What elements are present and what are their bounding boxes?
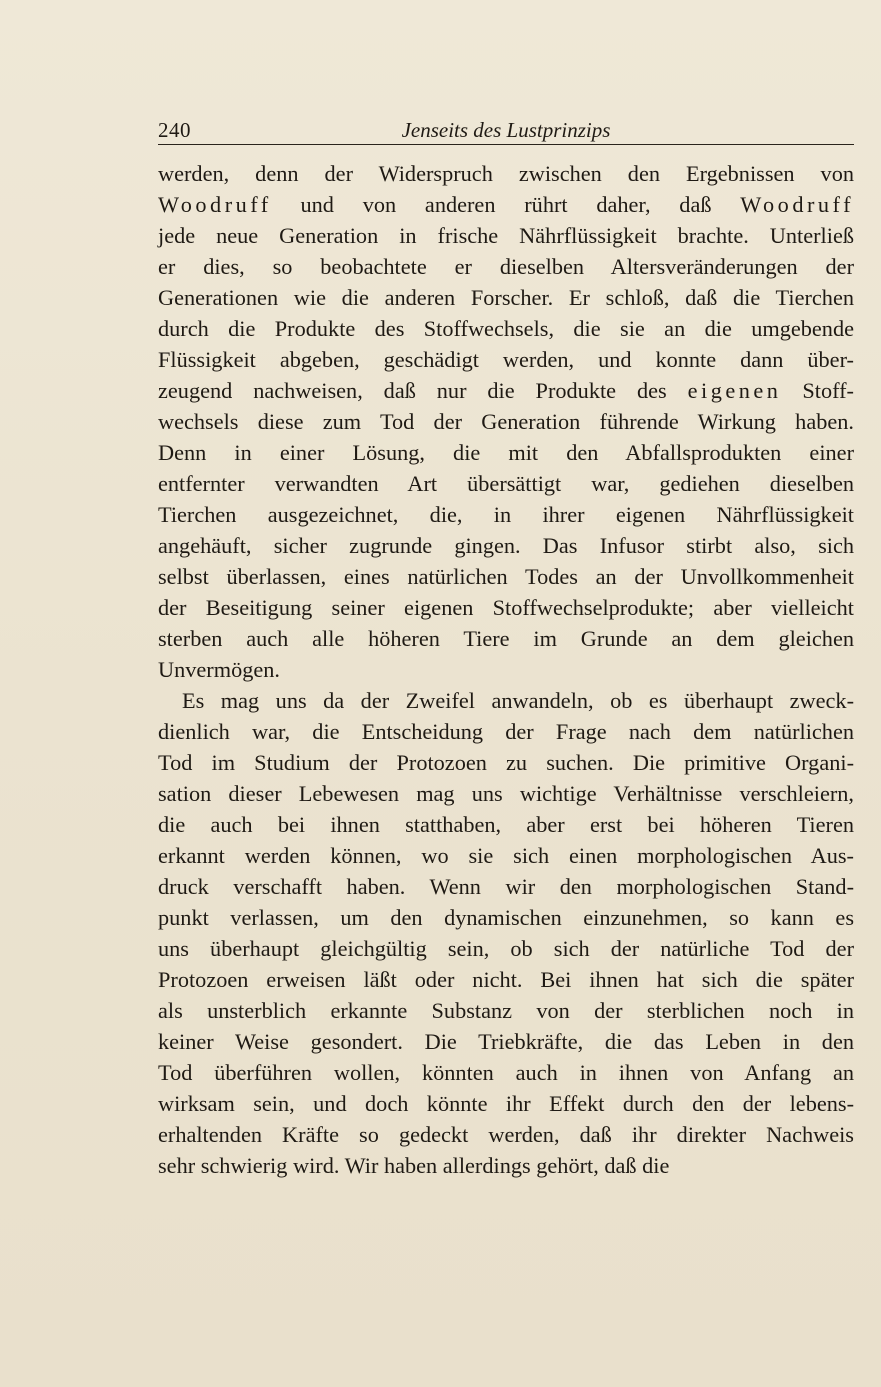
text-line [158, 1026, 854, 1057]
text-segment: angehäuft, sicher zugrunde gingen. Das Infusor stirbt also, sich [158, 533, 854, 558]
text-line [158, 623, 854, 654]
text-segment: keiner Weise gesondert. Die Triebkräfte, die das Leben in den [158, 1029, 854, 1054]
text-segment: erkannt werden können, wo sie sich einen morphologischen Aus- [158, 843, 854, 868]
running-title: Jenseits des Lustprinzips [401, 118, 611, 142]
text-segment: jede neue Generation in frische Nährflüssigkeit brachte. Unterließ [158, 223, 854, 248]
text-segment: punkt verlassen, um den dynamischen einzunehmen, so kann es [158, 905, 854, 930]
text-line [158, 468, 854, 499]
text-line [158, 933, 854, 964]
text-segment: Unvermögen. [158, 657, 280, 682]
text-line [158, 375, 854, 406]
text-segment: erhaltenden Kräfte so gedeckt werden, daß ihr direkter Nachweis [158, 1122, 854, 1147]
text-line [158, 995, 854, 1026]
page-number: 240 [158, 118, 191, 142]
text-line [158, 747, 854, 778]
text-line [158, 1057, 854, 1088]
text-segment: Tod im Studium der Protozoen zu suchen. Die primitive Organi- [158, 750, 854, 775]
running-head [158, 114, 854, 145]
text-line [158, 406, 854, 437]
text-line [158, 809, 854, 840]
text-line [158, 871, 854, 902]
text-line [158, 685, 854, 716]
text-line [158, 561, 854, 592]
text-segment: sehr schwierig wird. Wir haben allerdings gehört, daß die [158, 1153, 670, 1178]
text-line [158, 1150, 854, 1181]
text-line [158, 437, 854, 468]
text-segment: sterben auch alle höheren Tiere im Grunde an dem gleichen [158, 626, 854, 651]
body-text [158, 158, 854, 1181]
text-line [158, 158, 854, 189]
spaced-emphasis: Woodruff [158, 192, 272, 217]
text-segment: durch die Produkte des Stoffwechsels, die sie an die umgebende [158, 316, 854, 341]
text-segment: Tod überführen wollen, könnten auch in ihnen von Anfang an [158, 1060, 854, 1085]
text-line [158, 964, 854, 995]
text-line [158, 1088, 854, 1119]
text-line [158, 251, 854, 282]
text-segment: zeugend nachweisen, daß nur die Produkte des [158, 378, 688, 403]
text-line [158, 716, 854, 747]
text-segment: entfernter verwandten Art übersättigt war, gediehen dieselben [158, 471, 854, 496]
text-segment: Stoff- [781, 378, 854, 403]
text-segment: uns überhaupt gleichgültig sein, ob sich der natürliche Tod der [158, 936, 854, 961]
spaced-emphasis: Woodruff [740, 192, 854, 217]
text-segment: er dies, so beobachtete er dieselben Altersveränderungen der [158, 254, 854, 279]
text-segment: wechsels diese zum Tod der Generation führende Wirkung haben. [158, 409, 854, 434]
text-segment: druck verschafft haben. Wenn wir den morphologischen Stand- [158, 874, 854, 899]
text-segment: Denn in einer Lösung, die mit den Abfallsprodukten einer [158, 440, 854, 465]
text-segment: Tierchen ausgezeichnet, die, in ihrer eigenen Nährflüssigkeit [158, 502, 854, 527]
text-line [158, 189, 854, 220]
text-segment: wirksam sein, und doch könnte ihr Effekt durch den der lebens- [158, 1091, 854, 1116]
text-line [158, 1119, 854, 1150]
text-line [158, 592, 854, 623]
text-line [158, 840, 854, 871]
text-segment: Es mag uns da der Zweifel anwandeln, ob es überhaupt zweck- [182, 688, 854, 713]
text-line [158, 902, 854, 933]
text-line [158, 220, 854, 251]
text-line [158, 530, 854, 561]
text-line [158, 654, 854, 685]
text-segment: werden, denn der Widerspruch zwischen den Ergebnissen von [158, 161, 854, 186]
text-line [158, 313, 854, 344]
text-line [158, 499, 854, 530]
text-segment: als unsterblich erkannte Substanz von der sterblichen noch in [158, 998, 854, 1023]
text-segment: Generationen wie die anderen Forscher. Er schloß, daß die Tierchen [158, 285, 854, 310]
text-line [158, 778, 854, 809]
text-line [158, 282, 854, 313]
text-segment: selbst überlassen, eines natürlichen Todes an der Unvollkommenheit [158, 564, 854, 589]
text-segment: Flüssigkeit abgeben, geschädigt werden, und konnte dann über- [158, 347, 854, 372]
text-segment: Protozoen erweisen läßt oder nicht. Bei ihnen hat sich die später [158, 967, 854, 992]
spaced-emphasis: eigenen [687, 378, 782, 403]
text-segment: und von anderen rührt daher, daß [271, 192, 741, 217]
text-line [158, 344, 854, 375]
text-segment: der Beseitigung seiner eigenen Stoffwechselprodukte; aber vielleicht [158, 595, 854, 620]
text-segment: die auch bei ihnen statthaben, aber erst bei höheren Tieren [158, 812, 854, 837]
text-segment: dienlich war, die Entscheidung der Frage nach dem natürlichen [158, 719, 854, 744]
text-segment: sation dieser Lebewesen mag uns wichtige Verhältnisse verschleiern, [158, 781, 854, 806]
